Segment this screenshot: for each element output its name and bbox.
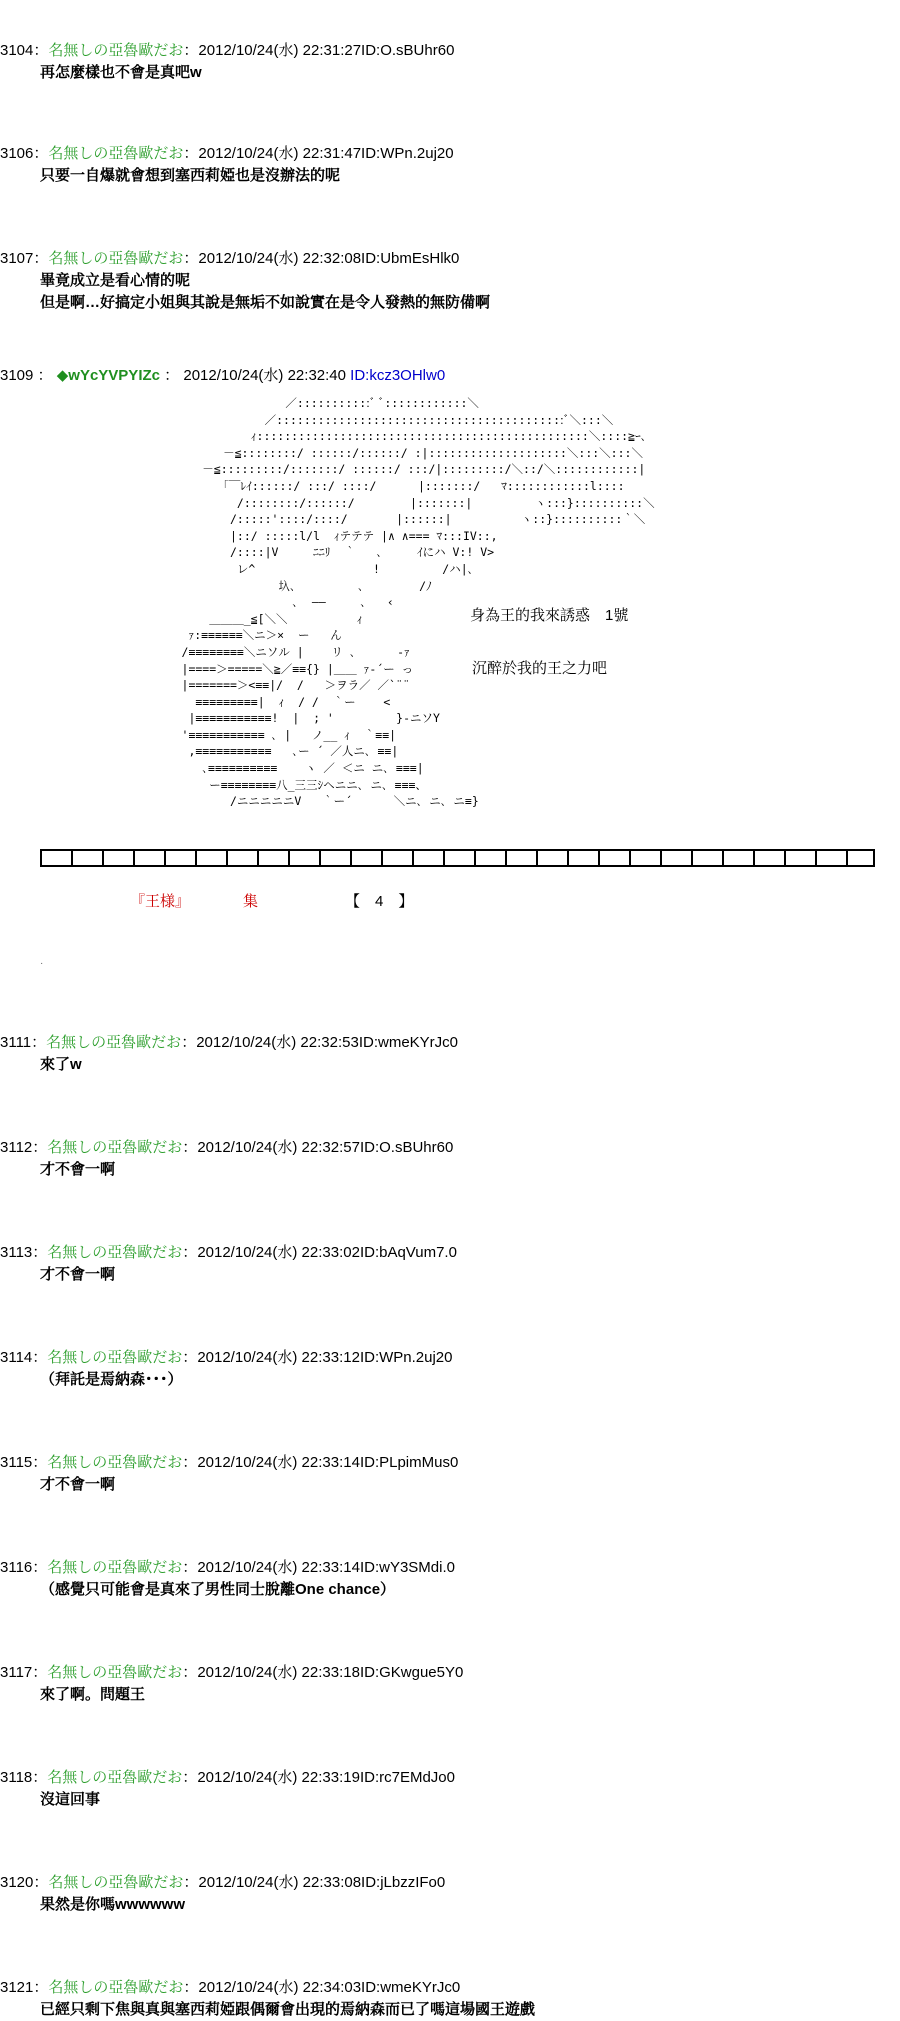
poster-name[interactable]: 名無しの亞魯歐だお [47, 1664, 183, 1681]
ruler-tick [71, 849, 73, 867]
poster-name[interactable]: 名無しの亞魯歐だお [47, 1769, 183, 1786]
post-line: （拜託是焉納森･･･） [40, 1371, 183, 1388]
ruler-tick [381, 849, 383, 867]
ruler-tick [753, 849, 755, 867]
post-date: 2012/10/24(水) 22:32:57 [197, 1139, 360, 1156]
poster-name[interactable]: 名無しの亞魯歐だお [47, 1244, 183, 1261]
post-body [0, 1264, 900, 1286]
ruler-tick [536, 849, 538, 867]
chapter-ji: 集 [243, 893, 259, 910]
post [0, 1767, 900, 1811]
post-date: 2012/10/24(水) 22:32:40 [183, 367, 346, 384]
post-header: 3107：名無しの亞魯歐だお：2012/10/24(水) 22:32:08ID:UbmEsHlk0 [0, 248, 900, 270]
post-date: 2012/10/24(水) 22:34:03 [198, 1979, 362, 1996]
post-id[interactable]: ID:UbmEsHlk0 [361, 250, 460, 267]
post-body [0, 165, 900, 187]
ruler-tick [660, 849, 662, 867]
post-line: 再怎麼樣也不會是真吧w [40, 64, 202, 81]
post-line: 來了w [40, 1056, 82, 1073]
post-line: 才不會一啊 [40, 1161, 116, 1178]
post-header: 3111：名無しの亞魯歐だお：2012/10/24(水) 22:32:53ID:wmeKYrJc0 [0, 1032, 900, 1054]
post-body [0, 1474, 900, 1496]
post-number: 3116 [0, 1559, 33, 1576]
post-date: 2012/10/24(水) 22:33:14 [197, 1454, 360, 1471]
dot-mark: · [40, 958, 44, 969]
post-date: 2012/10/24(水) 22:33:08 [198, 1874, 362, 1891]
ruler-tick [846, 849, 848, 867]
chapter-title: 『王様』 [130, 893, 191, 910]
post-line: 才不會一啊 [40, 1266, 116, 1283]
post-number: 3120 [0, 1874, 34, 1891]
post-number: 3114 [0, 1349, 33, 1366]
post [0, 1137, 900, 1181]
post-date: 2012/10/24(水) 22:33:18 [197, 1664, 360, 1681]
post-body [0, 1894, 900, 1916]
poster-name[interactable]: 名無しの亞魯歐だお [47, 1454, 183, 1471]
post-line: （感覺只可能會是真來了男性同士脫離One chance） [40, 1581, 396, 1598]
ruler-tick [412, 849, 414, 867]
trip-diamond-icon: ◆ [56, 367, 69, 384]
post-number: 3113 [0, 1244, 33, 1261]
ruler-tick [474, 849, 476, 867]
post [0, 1662, 900, 1706]
ruler-tick [567, 849, 569, 867]
post-id[interactable]: ID:jLbzzIFo0 [361, 1874, 446, 1891]
post-header: 3120：名無しの亞魯歐だお：2012/10/24(水) 22:33:08ID:jLbzzIFo0 [0, 1872, 900, 1894]
post-body [0, 1999, 900, 2021]
post-number: 3107 [0, 250, 34, 267]
speech-line-1: 身為王的我來誘惑 1號 [470, 607, 629, 624]
post-header: 3115：名無しの亞魯歐だお：2012/10/24(水) 22:33:14ID:PLpimMus0 [0, 1452, 900, 1474]
ruler-tick [598, 849, 600, 867]
post-line: 才不會一啊 [40, 1476, 116, 1493]
ruler-tick [40, 849, 42, 867]
post-id[interactable]: ID:wmeKYrJc0 [358, 1034, 459, 1051]
post-body [0, 62, 900, 84]
post-body [0, 270, 900, 314]
post-body [0, 1684, 900, 1706]
chapter-number: 【 4 】 [345, 893, 414, 910]
ruler-tick [784, 849, 786, 867]
post-body [0, 1369, 900, 1391]
post-body [0, 1789, 900, 1811]
post-line: 來了啊。問題王 [40, 1686, 146, 1703]
post-number: 3106 [0, 145, 34, 162]
post-date: 2012/10/24(水) 22:31:27 [198, 42, 362, 59]
post-number: 3112 [0, 1139, 33, 1156]
post [0, 1242, 900, 1286]
post [0, 1347, 900, 1391]
poster-name[interactable]: 名無しの亞魯歐だお [47, 1349, 183, 1366]
ruler-tick [288, 849, 290, 867]
ruler-tick [319, 849, 321, 867]
post-header: 3118：名無しの亞魯歐だお：2012/10/24(水) 22:33:19ID:rc7EMdJo0 [0, 1767, 900, 1789]
post-date: 2012/10/24(水) 22:33:14 [197, 1559, 360, 1576]
ruler-tick [873, 849, 875, 867]
post-id[interactable]: ID:WPn.2uj20 [359, 1349, 453, 1366]
post-line: 果然是你嗎wwwwww [40, 1896, 186, 1913]
ruler-tick [722, 849, 724, 867]
ruler-tick [133, 849, 135, 867]
post-number: 3115 [0, 1454, 33, 1471]
ruler-tick [629, 849, 631, 867]
poster-name[interactable]: 名無しの亞魯歐だお [48, 250, 184, 267]
ruler-tick [195, 849, 197, 867]
author-post-header: 3109 ： ◆wYcYVPYIZc ： 2012/10/24(水) 22:32:40 ID:kcz3OHlw0 [0, 365, 900, 387]
post-header: 3104：名無しの亞魯歐だお：2012/10/24(水) 22:31:27ID:O.sBUhr60 [0, 40, 900, 62]
post-header: 3113：名無しの亞魯歐だお：2012/10/24(水) 22:33:02ID:bAqVum7.0 [0, 1242, 900, 1264]
post [0, 1977, 900, 2021]
ruler-tick [505, 849, 507, 867]
author-trip[interactable]: wYcYVPYIZc [68, 367, 160, 384]
poster-name[interactable]: 名無しの亞魯歐だお [48, 1874, 184, 1891]
ruler-tick [257, 849, 259, 867]
post-body [0, 1159, 900, 1181]
ruler-tick [226, 849, 228, 867]
post-id[interactable]: ID:bAqVum7.0 [359, 1244, 457, 1261]
post-number: 3117 [0, 1664, 33, 1681]
post-body [0, 1054, 900, 1076]
poster-name[interactable]: 名無しの亞魯歐だお [48, 1979, 184, 1996]
post-date: 2012/10/24(水) 22:33:12 [197, 1349, 360, 1366]
speech-line-2: 沉醉於我的王之力吧 [472, 660, 608, 677]
post-line: 只要一自爆就會想到塞西莉婭也是沒辦法的呢 [40, 167, 341, 184]
ruler-tick [102, 849, 104, 867]
ascii-art: ／:::::::::::ﾞ ﾞ::::::::::::＼ ／::::::::::::::::::::::::::::::::::::::::::ﾞ＼:::＼ ｨ::::::::::::::::::::::::::::::::::::::::::::::::＼::::≧ｰ､ －≦::::::::/ ::::::/::::::/ :|::::::::::::::::::::＼:::＼:::＼ －≦:::::::::/:::::::/ ::::::/ :::/|:::::::::/＼::/＼::::::::::::| ｢￣ﾚｲ::::::/ :::/ ::::/ |:::::::/ ﾏ::::::::::::l:::: /::::::::/::::::/ |:::::::| ヽ:::}::::::::::＼ /:::::'::::/::::/ |::::::| ヽ::}::::::::::｀＼ |::/ :::::l/l ｨテテテ |∧ ∧=== ﾏ:::IV::, /::::|V ﾆﾆﾘ ｀ ､ ｲにハ V:! V> レ^ ! /ハ|､ 圦､ ､ /ﾉ ､ ―― ､ ‹ ＿＿＿_≦[＼＼ ｨ ｧ:≡≡≡≡≡≡＼ニ＞× ー ん /≡≡≡≡≡≡≡≡＼ニソル | リ ､ -ｧ |====＞=====＼≧／≡≡{} |＿＿ ｧ-´ー っ |=======＞<≡≡|/ / ＞ヲラ／ ／`¨¨ ≡≡≡≡≡≡≡≡≡| ｨ / / ｀ー < |≡≡≡≡≡≡≡≡≡≡≡! | ; ' }-ニソY '≡≡≡≡≡≡≡≡≡≡≡ ､ | ノ__ ｨ ｀≡≡| ,≡≡≡≡≡≡≡≡≡≡≡ ､ー ´ ／人ニ､ ≡≡| ､≡≡≡≡≡≡≡≡≡≡ ヽ ／ ＜ニ ニ､ ≡≡≡| ー≡≡≡≡≡≡≡≡八_三三ｼヘニニ､ ニ､ ≡≡≡、 /ニニニニニV ｀ー´ ＼ニ､ ニ､ ニ≡} [181, 396, 655, 809]
post-header: 3112：名無しの亞魯歐だお：2012/10/24(水) 22:32:57ID:O.sBUhr60 [0, 1137, 900, 1159]
post-date: 2012/10/24(水) 22:33:19 [197, 1769, 360, 1786]
post-id[interactable]: ID:GKwgue5Y0 [359, 1664, 464, 1681]
post-id[interactable]: ID:rc7EMdJo0 [359, 1769, 455, 1786]
post-line: 畢竟成立是看心情的呢 [40, 272, 191, 289]
poster-name[interactable]: 名無しの亞魯歐だお [48, 42, 184, 59]
post-line: 已經只剩下焦與真與塞西莉婭跟偶爾會出現的焉納森而已了嗎這場國王遊戲 [40, 2001, 536, 2018]
post-id[interactable]: ID:O.sBUhr60 [361, 42, 455, 59]
ruler-tick [443, 849, 445, 867]
ruler-tick [164, 849, 166, 867]
post-date: 2012/10/24(水) 22:31:47 [198, 145, 362, 162]
post [0, 143, 900, 187]
ruler-tick [815, 849, 817, 867]
poster-name[interactable]: 名無しの亞魯歐だお [47, 1559, 183, 1576]
post-number: 3111 [0, 1034, 32, 1051]
post-body [0, 1579, 900, 1601]
post-id[interactable]: ID:PLpimMus0 [359, 1454, 459, 1471]
post-number: 3121 [0, 1979, 34, 1996]
post-id[interactable]: ID:O.sBUhr60 [359, 1139, 454, 1156]
post-header: 3116：名無しの亞魯歐だお：2012/10/24(水) 22:33:14ID:wY3SMdi.0 [0, 1557, 900, 1579]
post [0, 1872, 900, 1916]
post-id[interactable]: ID:WPn.2uj20 [361, 145, 454, 162]
ruler-divider [40, 843, 875, 873]
ruler-tick [691, 849, 693, 867]
post [0, 40, 900, 84]
post-header: 3106：名無しの亞魯歐だお：2012/10/24(水) 22:31:47ID:WPn.2uj20 [0, 143, 900, 165]
post-date: 2012/10/24(水) 22:32:08 [198, 250, 362, 267]
post-number: 3109 [0, 367, 34, 384]
post [0, 1452, 900, 1496]
post-id[interactable]: ID:kcz3OHlw0 [350, 367, 446, 384]
ruler-tick [350, 849, 352, 867]
poster-name[interactable]: 名無しの亞魯歐だお [48, 145, 184, 162]
post-date: 2012/10/24(水) 22:33:02 [197, 1244, 360, 1261]
post-header: 3117：名無しの亞魯歐だお：2012/10/24(水) 22:33:18ID:GKwgue5Y0 [0, 1662, 900, 1684]
post [0, 1032, 900, 1076]
poster-name[interactable]: 名無しの亞魯歐だお [47, 1139, 183, 1156]
post [0, 1557, 900, 1601]
author-post [0, 365, 900, 387]
post-number: 3118 [0, 1769, 33, 1786]
post-id[interactable]: ID:wmeKYrJc0 [361, 1979, 461, 1996]
post-header: 3121：名無しの亞魯歐だお：2012/10/24(水) 22:34:03ID:wmeKYrJc0 [0, 1977, 900, 1999]
post [0, 248, 900, 314]
post-number: 3104 [0, 42, 34, 59]
post-id[interactable]: ID:wY3SMdi.0 [359, 1559, 455, 1576]
post-line: 沒這回事 [40, 1791, 101, 1808]
post-line: 但是啊…好搞定小姐與其說是無垢不如說實在是令人發熱的無防備啊 [40, 294, 491, 311]
post-header: 3114：名無しの亞魯歐だお：2012/10/24(水) 22:33:12ID:WPn.2uj20 [0, 1347, 900, 1369]
post-date: 2012/10/24(水) 22:32:53 [196, 1034, 359, 1051]
poster-name[interactable]: 名無しの亞魯歐だお [46, 1034, 182, 1051]
